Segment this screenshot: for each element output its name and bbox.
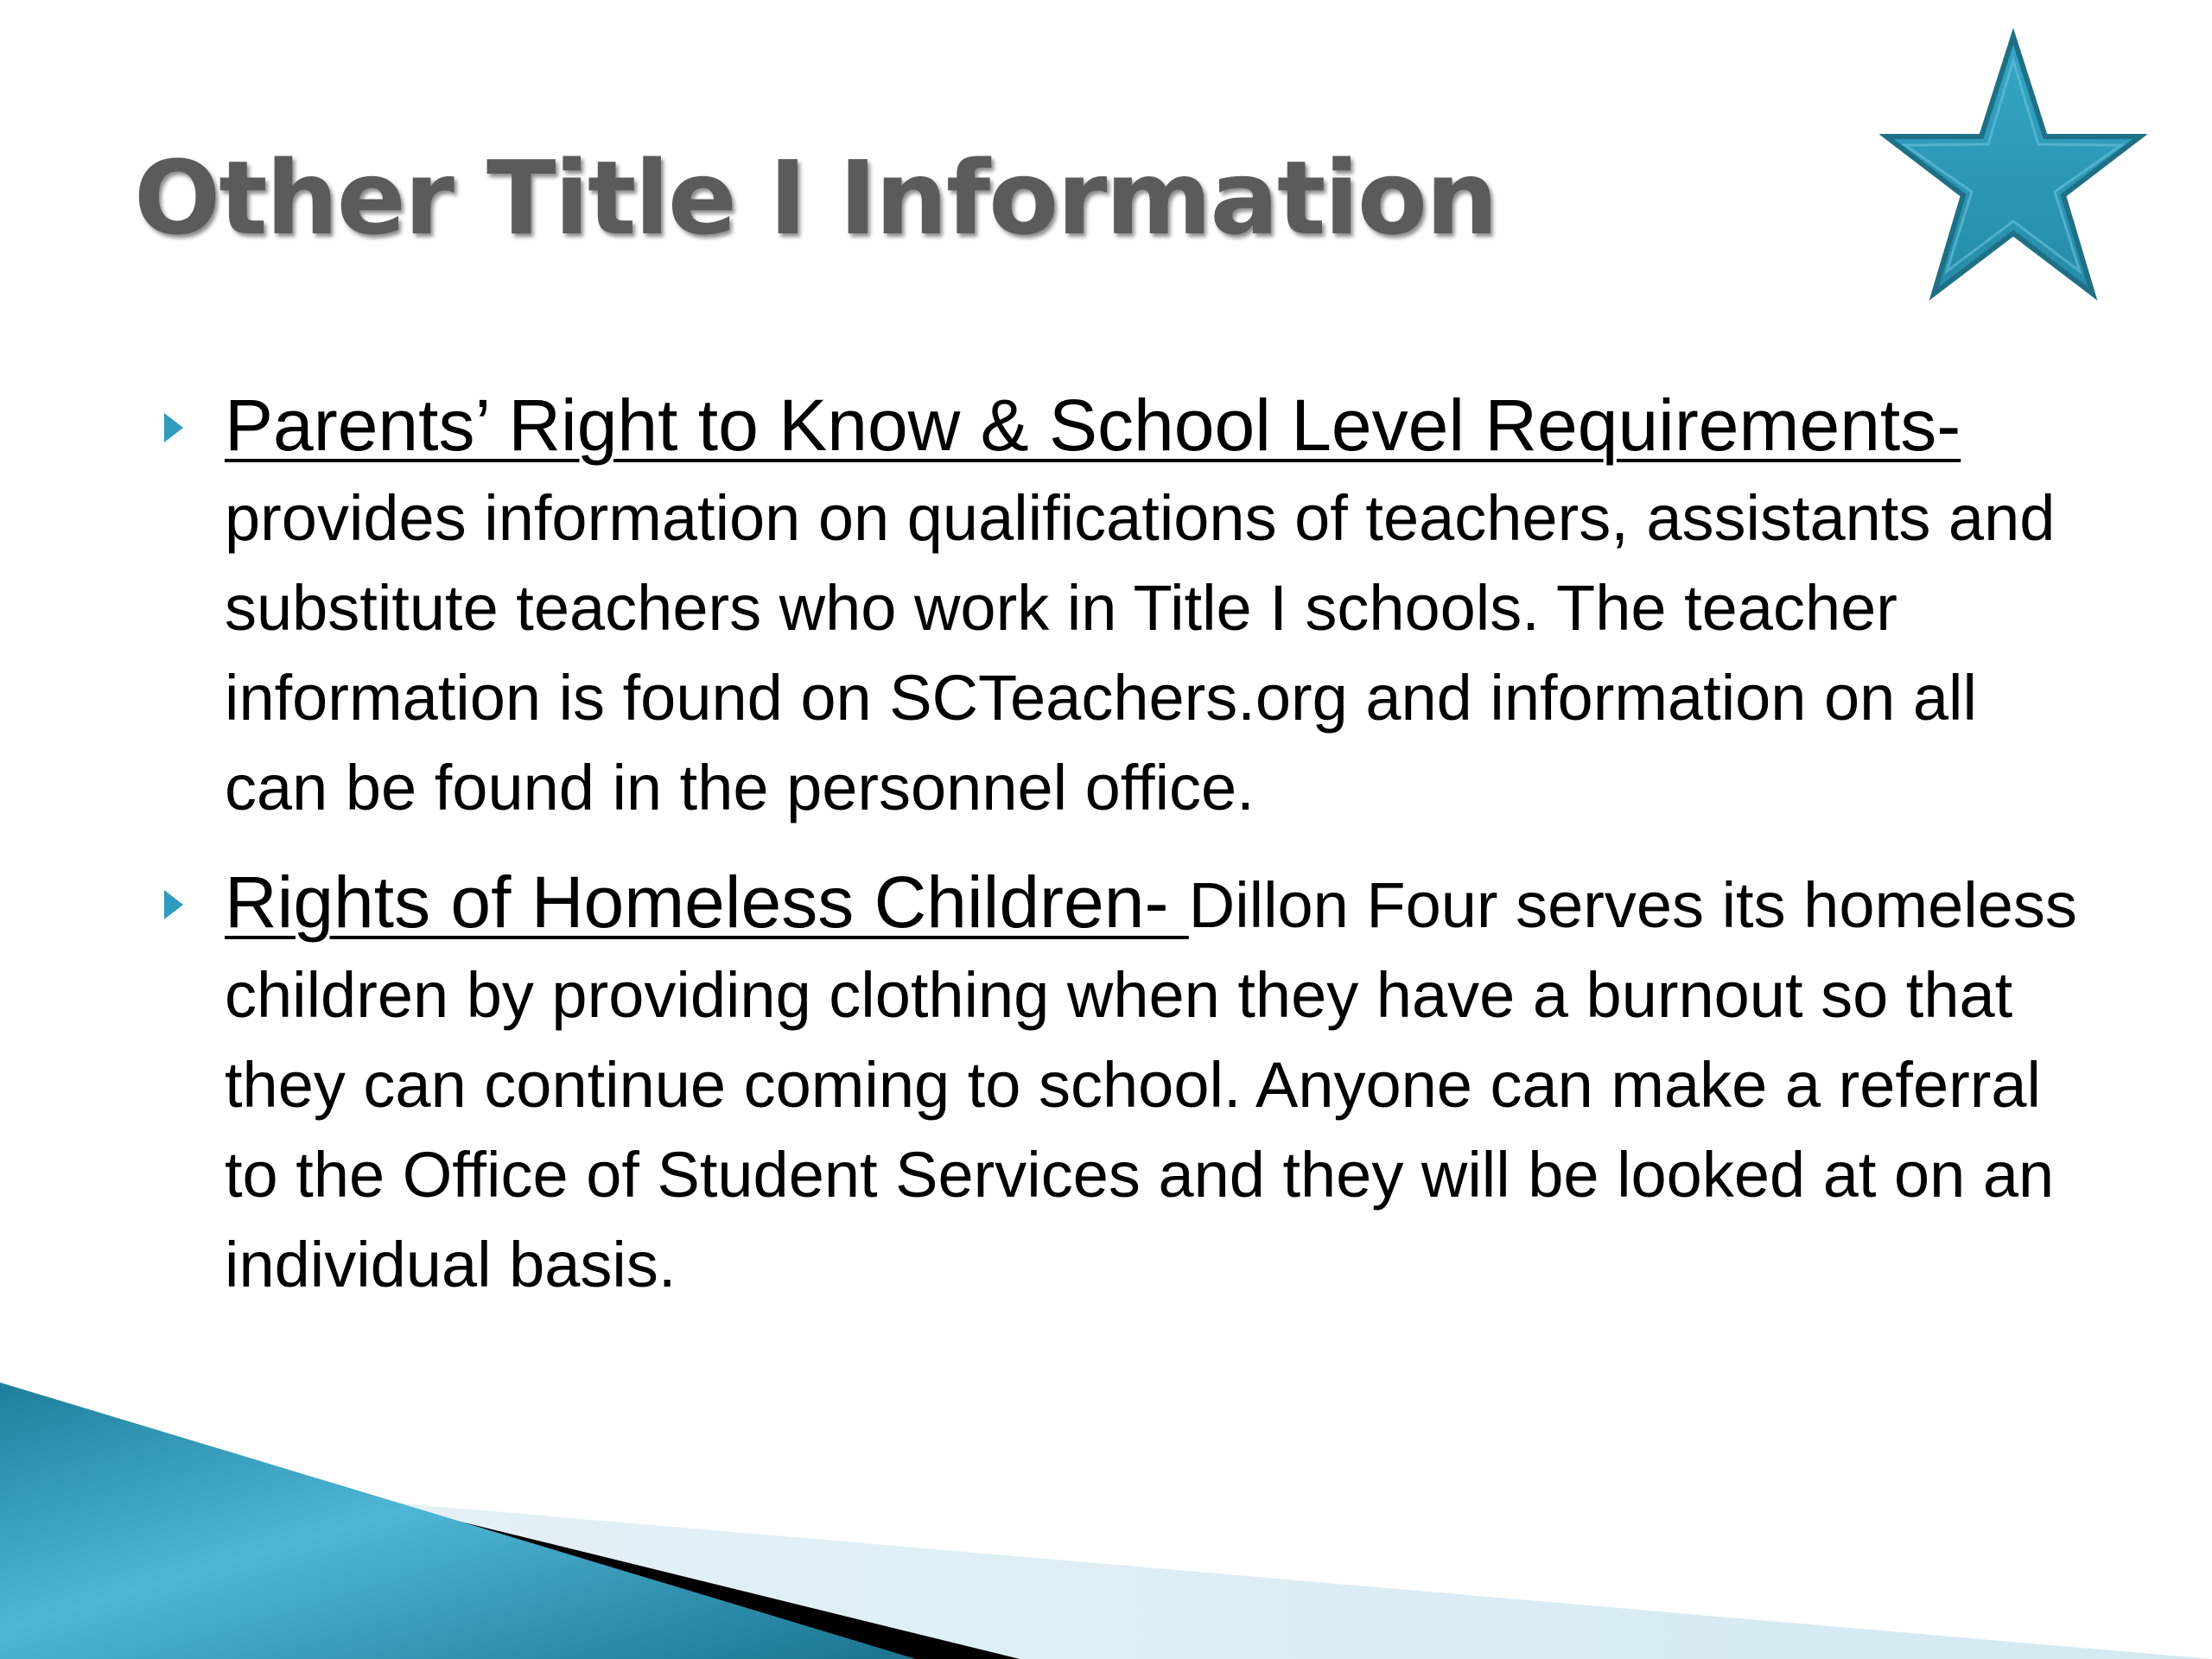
bullet-item-parents-right — [160, 380, 2095, 833]
bullet-paragraph — [225, 380, 2095, 833]
star-icon — [1879, 26, 2147, 302]
bullet-item-homeless-children — [160, 857, 2095, 1310]
bullet-paragraph — [225, 857, 2095, 1310]
bullet-heading: Parents’ Right to Know & School Level Requirements- — [225, 385, 1961, 466]
bullet-heading: Rights of Homeless Children- — [225, 861, 1189, 943]
slide-title: Other Title I Information — [134, 138, 1497, 257]
triangle-bullet-icon — [164, 890, 183, 919]
decorative-swoosh — [0, 1382, 2212, 1659]
bullet-body: provides information on qualifications of teachers, assistants and substitute teachers who work in Title I schools. The teacher information is found on SCTeachers.org and information on all can be found in the personnel office. — [225, 482, 2056, 823]
bullet-body: Dillon Four serves its homeless children by providing clothing when they have a burnout so that they can continue coming to school. Anyone can make a referral to the Office of Student Services and they will be looked at on an individual basis. — [225, 869, 2077, 1300]
bullet-list — [160, 380, 2095, 1334]
triangle-bullet-icon — [164, 413, 183, 442]
